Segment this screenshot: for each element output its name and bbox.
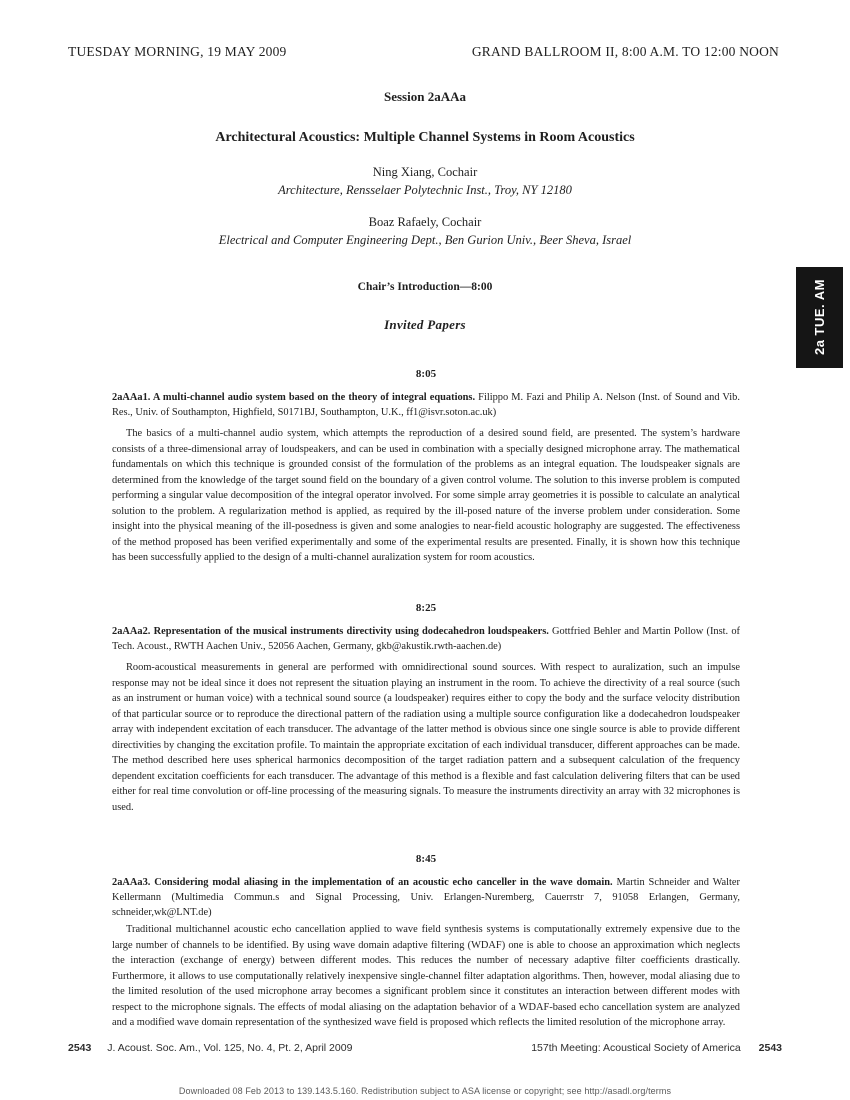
paper-2-authors: Gottfried Behler and Martin Pollow (Inst. of Tech. Acoust., RWTH Aachen Univ., 52056 Aachen, Germany, gkb@akustik.rwth-aachen.de) xyxy=(112,626,740,652)
footer-page-number-right: 2543 xyxy=(758,1042,782,1054)
session-title: Architectural Acoustics: Multiple Channel Systems in Room Acoustics xyxy=(215,130,635,145)
paper-1-abstract: The basics of a multi-channel audio system, which attempts the reproduction of a desired sound field, are presented. The system’s hardware consists of a three-dimensional array of loudspeakers, and can be used in combination with a specially designed microphone array. The mathematical fundamentals on which this technique is grounded consist of the formulation of the problems as an integral equation. The loudspeaker signals are determined from the knowledge of the target sound field on the boundary of a given control volume. The solution to this inverse problem is computed performing a singular value decomposition of the integral operator involved. For some simple array geometries it is possible to calculate an analytical solution to the problem. A regularization method is applied, as required by the ill-posed nature of the inverse problem under consideration. Some insight into the physical meaning of the ill-posedness is given and some analogies to near-field acoustic holography are suggested. The effectiveness of the method proposed has been verified experimentally and some of the experimental results are presented. Finally, it is shown how this technique has been successfully applied to the design of a multi-channel auralization system for room acoustics. xyxy=(112,428,740,563)
footer-page-number-left: 2543 xyxy=(68,1042,92,1054)
running-head xyxy=(68,44,779,60)
cochair-1-name: Ning Xiang, Cochair xyxy=(372,165,478,179)
cochair-1-affiliation: Architecture, Rensselaer Polytechnic Inst., Troy, NY 12180 xyxy=(278,183,572,197)
footer-meeting-title: 157th Meeting: Acoustical Society of America xyxy=(531,1042,741,1054)
chair-introduction-line: Chair’s Introduction—8:00 xyxy=(357,281,493,293)
invited-papers-heading: Invited Papers xyxy=(384,317,466,332)
session-side-tab xyxy=(796,267,843,368)
running-head-date: TUESDAY MORNING, 19 MAY 2009 xyxy=(68,44,287,59)
footer-right xyxy=(531,1042,782,1054)
paper-3-title: 2aAAa3. Considering modal aliasing in the implementation of an acoustic echo canceller in the wave domain. xyxy=(112,877,613,888)
session-label: Session 2aAAa xyxy=(384,89,466,104)
paper-1-title: 2aAAa1. A multi-channel audio system based on the theory of integral equations. xyxy=(112,392,476,403)
footer-journal-citation: J. Acoust. Soc. Am., Vol. 125, No. 4, Pt. 2, April 2009 xyxy=(107,1042,353,1054)
paper-3-abstract: Traditional multichannel acoustic echo cancellation applied to wave field synthesis systems is computationally extremely expensive due to the large number of channels to be identified. By using wave domain adaptive filtering (WDAF) one is able to choose an approximation which neglects the interaction (exchange of energy) between different modes. This reduces the number of necessary adaptive filter coefficients drastically. Furthermore, it allows to use computationally relatively inexpensive single-channel filter adaptation algorithms. Then, however, modal aliasing due to the limited resolution of the used microphone array becomes a significant problem since it constitutes an interaction between different modes with respect to the microphone signals. The effects of modal aliasing on the adaptation behavior of a WDAF-based echo cancellation system are analyzed and a modified wave domain representation of the synthesized wave field is proposed which reflects the limited resolution of the microphone array. xyxy=(112,924,740,1028)
cochair-2-name: Boaz Rafaely, Cochair xyxy=(368,215,482,229)
download-notice: Downloaded 08 Feb 2013 to 139.143.5.160. Redistribution subject to ASA license or copyright; see http://asadl.org/terms xyxy=(178,1086,672,1096)
paper-3-heading xyxy=(112,875,740,920)
paper-3-authors: Martin Schneider and Walter Kellermann (Multimedia Commun.s and Signal Processing, Univ. Erlangen-Nuremberg, Cauerrstr 7, 91058 Erlangen, Germany, schneider,wk@LNT.de) xyxy=(112,877,741,918)
paper-2-abstract: Room-acoustical measurements in general are performed with omnidirectional sound sources. With respect to auralization, such an impulse response may not be ideal since it does not represent the situation playing an instrument in the room. To achieve the directivity of a real source (such as an instrument or human voice) with a technical sound source (a loudspeaker) requires either to copy the body and the surface velocity distribution of that particular source or to reproduce the directional pattern of the radiation using a multiple source configuration like a dodecahedron loudspeaker array with independent excitation of each transducer. The advantage of the latter method is obvious since one single source is able to provide different directivities by changing the excitation profile. To maintain the appropriate excitation of each individual transducer, different approaches can be made. The method described here uses spherical harmonics decomposition of the target radiation pattern and a subsequent calculation of the frequency dependent excitation coefficients for each transducer. The advantage of this method is a flexible and fast calculation delivering filters that can be used either for real time convolution or off-line processing of the measuring signals. To measure the instruments directivity an array with 32 microphones is used. xyxy=(112,662,740,813)
paper-3-time: 8:45 xyxy=(415,853,437,865)
paper-1-authors: Filippo M. Fazi and Philip A. Nelson (Inst. of Sound and Vib. Res., Univ. of Southampton, Highfield, S0171BJ, Southampton, U.K., ff1@isvr.soton.ac.uk) xyxy=(112,392,740,418)
paper-2-heading xyxy=(112,624,740,654)
cochair-2-affiliation: Electrical and Computer Engineering Dept., Ben Gurion Univ., Beer Sheva, Israel xyxy=(218,233,632,247)
paper-2-title: 2aAAa2. Representation of the musical instruments directivity using dodecahedron loudspeakers. xyxy=(112,626,549,637)
paper-2-time: 8:25 xyxy=(415,602,437,614)
session-side-tab-label: 2a TUE. AM xyxy=(812,279,827,356)
paper-1-time: 8:05 xyxy=(415,368,437,380)
paper-1-heading xyxy=(112,390,740,420)
page-footer xyxy=(68,1042,782,1054)
running-head-location: GRAND BALLROOM II, 8:00 A.M. TO 12:00 NOON xyxy=(471,44,779,59)
footer-left xyxy=(68,1042,352,1054)
